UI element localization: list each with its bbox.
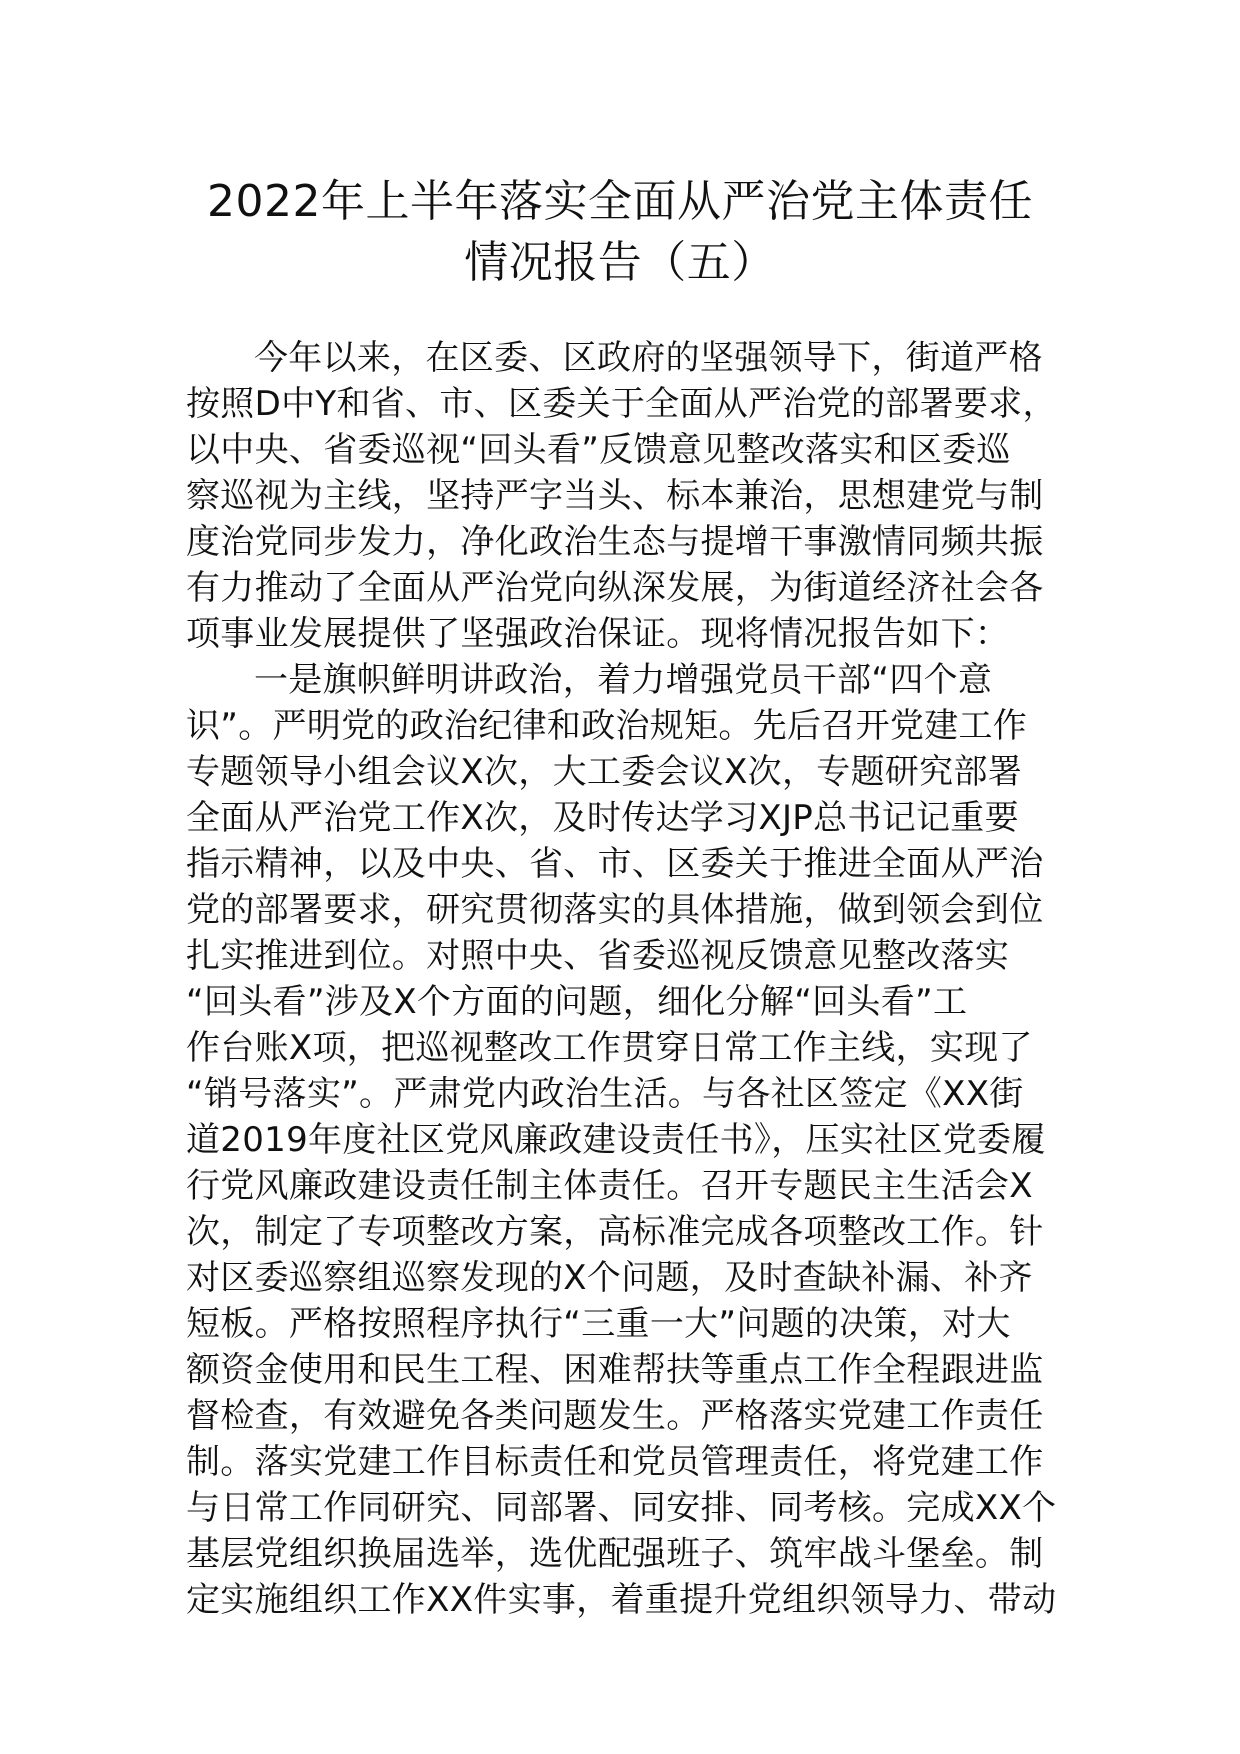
body-line: 度治党同步发力，净化政治生态与提增干事激情同频共振 <box>186 522 1044 562</box>
body-line: 项事业发展提供了坚强政治保证。现将情况报告如下： <box>186 614 1010 654</box>
body-line: 作台账X项，把巡视整改工作贯穿日常工作主线，实现了 <box>186 1028 1033 1068</box>
body-line: 短板。严格按照程序执行“三重一大”问题的决策，对大 <box>186 1304 1011 1344</box>
body-line: 道2019年度社区党风廉政建设责任书》，压实社区党委履 <box>186 1120 1046 1160</box>
document-title-line-1: 2022年上半年落实全面从严治党主体责任 <box>207 176 1033 227</box>
body-line: 指示精神，以及中央、省、市、区委关于推进全面从严治 <box>186 844 1044 884</box>
body-line: “销号落实”。严肃党内政治生活。与各社区签定《XX街 <box>186 1074 1024 1114</box>
body-line: 次，制定了专项整改方案，高标准完成各项整改工作。针 <box>186 1212 1044 1252</box>
body-line: 以中央、省委巡视“回头看”反馈意见整改落实和区委巡 <box>186 430 1011 470</box>
body-line: 按照D中Y和省、市、区委关于全面从严治党的部署要求， <box>186 384 1057 424</box>
body-line: 全面从严治党工作X次，及时传达学习XJP总书记记重要 <box>186 798 1019 838</box>
body-line: 察巡视为主线，坚持严字当头、标本兼治，思想建党与制 <box>186 476 1044 516</box>
body-line: “回头看”涉及X个方面的问题，细化分解“回头看”工 <box>186 982 968 1022</box>
body-line: 额资金使用和民生工程、困难帮扶等重点工作全程跟进监 <box>186 1350 1044 1390</box>
body-line: 行党风廉政建设责任制主体责任。召开专题民主生活会X <box>186 1166 1033 1206</box>
body-line: 今年以来，在区委、区政府的坚强领导下，街道严格 <box>254 338 1043 378</box>
document-title-line-2: 情况报告（五） <box>464 237 776 288</box>
body-line: 督检查，有效避免各类问题发生。严格落实党建工作责任 <box>186 1396 1044 1436</box>
document-body <box>186 335 1066 1623</box>
body-line: 与日常工作同研究、同部署、同安排、同考核。完成XX个 <box>186 1488 1057 1528</box>
body-line: 制。落实党建工作目标责任和党员管理责任，将党建工作 <box>186 1442 1044 1482</box>
body-line: 定实施组织工作XX件实事，着重提升党组织领导力、带动 <box>186 1580 1057 1620</box>
body-line: 基层党组织换届选举，选优配强班子、筑牢战斗堡垒。制 <box>186 1534 1044 1574</box>
body-line: 识”。严明党的政治纪律和政治规矩。先后召开党建工作 <box>186 706 1028 746</box>
body-line: 一是旗帜鲜明讲政治，着力增强党员干部“四个意 <box>254 660 993 700</box>
body-line: 党的部署要求，研究贯彻落实的具体措施，做到领会到位 <box>186 890 1044 930</box>
body-line: 对区委巡察组巡察发现的X个问题，及时查缺补漏、补齐 <box>186 1258 1033 1298</box>
body-line: 扎实推进到位。对照中央、省委巡视反馈意见整改落实 <box>186 936 1010 976</box>
body-line: 有力推动了全面从严治党向纵深发展，为街道经济社会各 <box>186 568 1044 608</box>
body-line: 专题领导小组会议X次，大工委会议X次，专题研究部署 <box>186 752 1023 792</box>
